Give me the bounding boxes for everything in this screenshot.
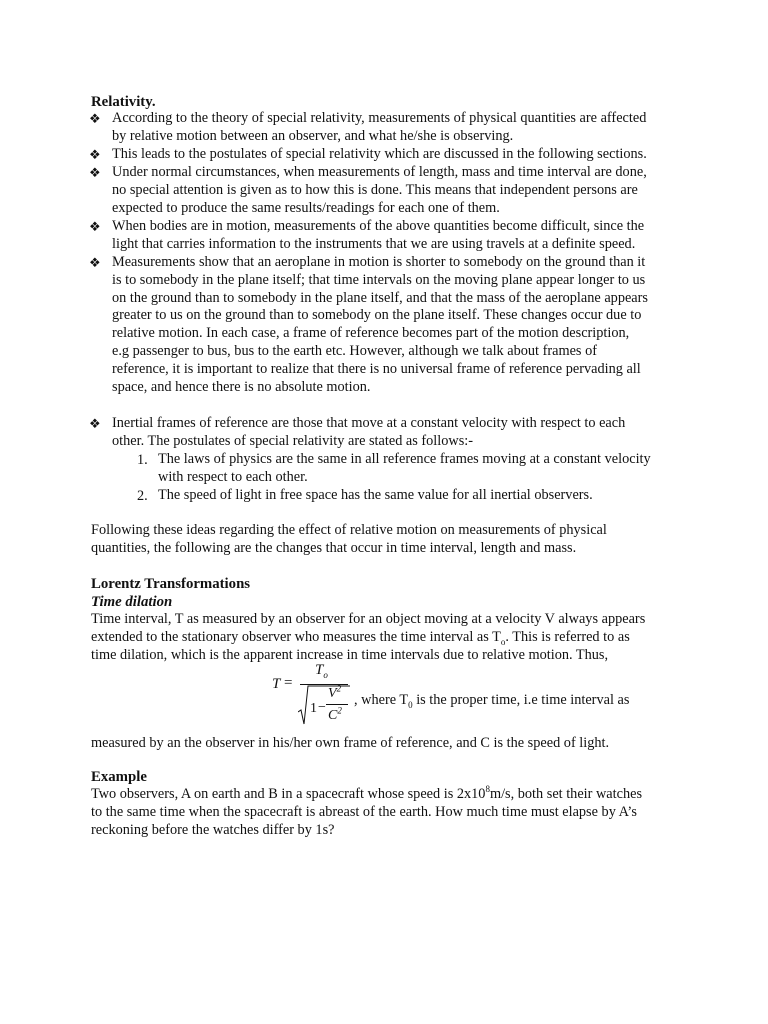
postulate-2-line-1: The speed of light in free space has the same value for all inertial observers. — [158, 487, 593, 503]
formula-numerator — [315, 662, 328, 679]
bullet-item-3 — [112, 164, 712, 217]
page-title: Relativity. — [91, 94, 156, 110]
example-line-1-tail: m/s, both set their watches — [489, 786, 643, 802]
bullet-item-6 — [112, 415, 712, 451]
example-heading: Example — [91, 769, 147, 785]
bullet-5-line-6: e.g passenger to bus, bus to the earth etc. However, although we talk about frames of — [112, 342, 597, 359]
example-paragraph — [91, 786, 691, 839]
time-dilation-heading: Time dilation — [91, 594, 173, 610]
td-line-3: time dilation, which is the apparent increase in time intervals due to relative motion. Thus, — [91, 646, 609, 663]
formula-where-text-end: is the proper time, i.e time interval as — [412, 692, 630, 708]
postulate-number: 2. — [137, 488, 148, 504]
following-line-1: Following these ideas regarding the effect of relative motion on measurements of physical — [91, 522, 607, 538]
formula-one: 1 — [310, 701, 317, 716]
formula-v: V — [328, 686, 337, 701]
bullet-item-5 — [112, 254, 712, 396]
td-line-2 — [91, 629, 691, 647]
bullet-6-line-2: other. The postulates of special relativity are stated as follows:- — [112, 432, 474, 449]
bullet-5-line-3: on the ground than to somebody in the plane itself, and that the mass of the aeroplane appears — [112, 289, 648, 306]
bullet-6-line-1: Inertial frames of reference are those that move at a constant velocity with respect to each — [112, 415, 626, 431]
formula-numerator-sub: o — [323, 670, 328, 680]
td-line-2-text: extended to the stationary observer who measures the time interval as T — [91, 628, 501, 645]
formula-equals: = — [284, 675, 293, 691]
following-line-2: quantities, the following are the changes that occur in time interval, length and mass. — [91, 539, 577, 556]
td-line-2-tail: . This is referred to as — [505, 628, 630, 645]
postulate-1-line-2: with respect to each other. — [158, 468, 308, 485]
bullet-icon: ❖ — [89, 111, 101, 126]
formula-c-exponent: 2 — [337, 705, 342, 716]
bullet-icon: ❖ — [89, 219, 101, 234]
bullet-item-4 — [112, 218, 712, 254]
bullet-5-line-5: relative motion. In each case, a frame of reference becomes part of the motion description, — [112, 325, 630, 342]
following-paragraph — [91, 522, 691, 558]
postulate-2 — [158, 487, 758, 505]
bullet-item-1 — [112, 110, 712, 146]
bullet-icon: ❖ — [89, 255, 101, 270]
bullet-5-line-8: space, and hence there is no absolute motion. — [112, 378, 371, 395]
formula-minus: − — [318, 700, 326, 715]
example-line-2: to the same time when the spacecraft is abreast of the earth. How much time must elapse by A’s — [91, 803, 637, 820]
example-line-1 — [91, 786, 691, 804]
formula-where-text — [354, 692, 629, 709]
measured-line: measured by an the observer in his/her own frame of reference, and C is the speed of light. — [91, 735, 610, 751]
bullet-item-2 — [112, 146, 712, 164]
bullet-2-line-1: This leads to the postulates of special relativity which are discussed in the following sections. — [112, 146, 647, 162]
formula-c-squared — [328, 705, 342, 724]
postulate-number: 1. — [137, 452, 148, 468]
bullet-5-line-2: is to somebody in the plane itself; that time intervals on the moving plane appear longer to us — [112, 271, 646, 288]
bullet-5-line-7: reference, it is important to realize that there is no universal frame of reference pervading all — [112, 360, 641, 377]
bullet-1-line-2: by relative motion between an observer, and what he/she is observing. — [112, 127, 514, 144]
formula-v-exponent: 2 — [336, 683, 342, 694]
bullet-icon: ❖ — [89, 147, 101, 162]
bullet-icon: ❖ — [89, 165, 101, 180]
bullet-icon: ❖ — [89, 416, 101, 431]
example-line-1-exponent: 8 — [485, 784, 490, 795]
bullet-3-line-3: expected to produce the same results/readings for each one of them. — [112, 199, 500, 216]
postulate-1-line-1: The laws of physics are the same in all reference frames moving at a constant velocity — [158, 451, 651, 467]
bullet-3-line-2: no special attention is given as to how this is done. This means that independent persons are — [112, 181, 638, 198]
formula-where-text-start: , where T — [354, 692, 409, 708]
example-line-1-text: Two observers, A on earth and B in a spacecraft whose speed is 2x10 — [91, 786, 486, 802]
bullet-5-line-4: greater to us on the ground than to somebody on the plane itself. These changes occur due to — [112, 307, 642, 324]
example-line-3: reckoning before the watches differ by 1s? — [91, 821, 335, 838]
time-dilation-formula — [268, 662, 648, 734]
formula-numerator-symbol: T — [315, 662, 324, 678]
formula-c: C — [328, 708, 338, 723]
formula-lhs: T — [272, 676, 281, 692]
td-line-1: Time interval, T as measured by an observer for an object moving at a velocity V always appears — [91, 611, 646, 627]
bullet-4-line-1: When bodies are in motion, measurements of the above quantities become difficult, since the — [112, 218, 645, 234]
bullet-3-line-1: Under normal circumstances, when measurements of length, mass and time interval are done, — [112, 164, 647, 180]
time-dilation-paragraph — [91, 611, 691, 664]
bullet-4-line-2: light that carries information to the instruments that we are using travels at a definite speed. — [112, 235, 636, 252]
td-line-2-sub: o — [500, 636, 506, 647]
formula-v-squared — [328, 683, 342, 702]
formula-where-sub: 0 — [408, 699, 413, 710]
lorentz-heading: Lorentz Transformations — [91, 576, 251, 592]
bullet-1-line-1: According to the theory of special relativity, measurements of physical quantities are affected — [112, 110, 647, 126]
bullet-5-line-1: Measurements show that an aeroplane in motion is shorter to somebody on the ground than it — [112, 254, 646, 270]
postulate-1 — [158, 451, 758, 487]
